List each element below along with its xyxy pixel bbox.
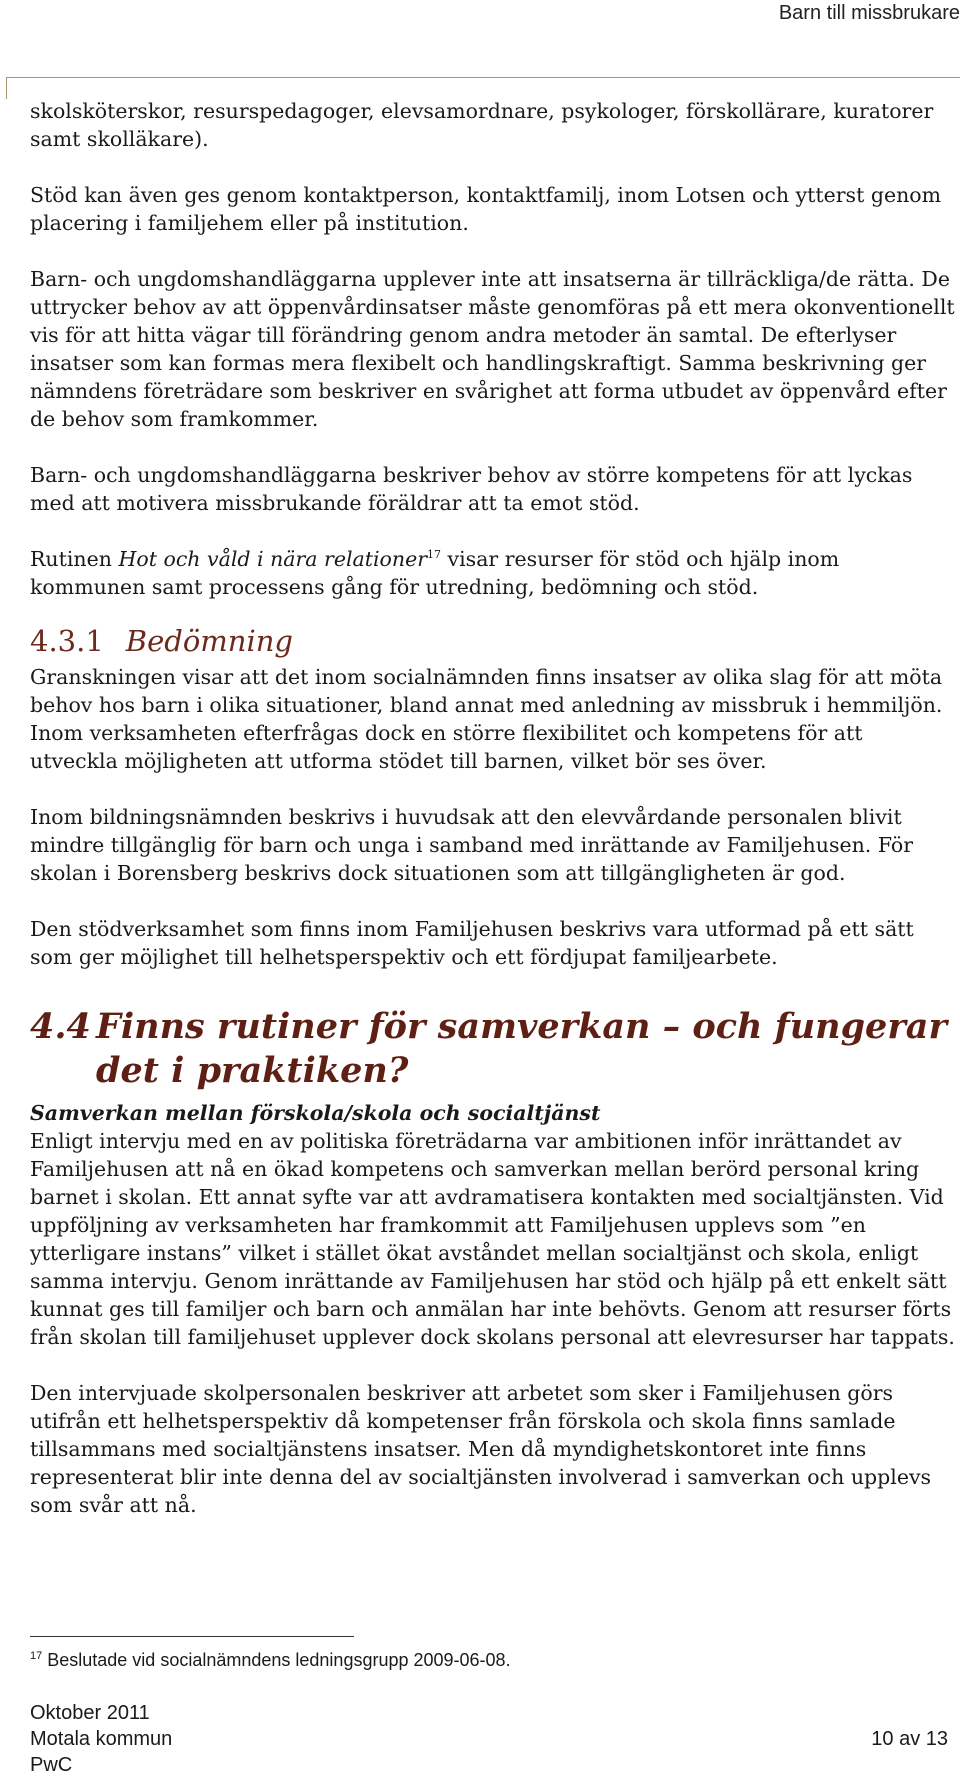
paragraph: Barn- och ungdomshandläggarna beskriver behov av större kompetens för att lyckas med att motivera missbrukande föräldrar att ta emot stöd. [30,463,913,515]
footnote-number: 17 [30,1650,43,1662]
section-title: Finns rutiner för samverkan – och fungerar det i praktiken? [96,1006,947,1091]
footnote [30,1644,511,1672]
footer-company: PwC [30,1754,73,1776]
routine-text-pre: Rutinen [30,547,119,571]
footer-organization: Motala kommun [30,1728,173,1750]
section-number: 4.4 [30,1006,91,1047]
footnote-reference[interactable]: 17 [427,548,442,562]
subheading: Samverkan mellan förskola/skola och socialtjänst [30,1101,601,1125]
footnote-divider [30,1636,354,1637]
paragraph: Den stödverksamhet som finns inom Familjehusen beskrivs vara utformad på ett sätt som ger möjlighet till helhetsperspektiv och ett fördjupat familjearbete. [30,917,914,969]
header-rule [6,77,960,78]
page-number: 10 av 13 [871,1728,948,1750]
section-number: 4.3.1 [30,624,104,658]
routine-title: Hot och våld i nära relationer [118,547,428,571]
page-body [30,97,956,1519]
header-rule-corner [6,77,7,99]
paragraph: skolsköterskor, resurspedagoger, elevsamordnare, psykologer, förskollärare, kuratorer samt skolläkare). [30,99,934,151]
paragraph: Barn- och ungdomshandläggarna upplever inte att insatserna är tillräckliga/de rätta. De uttrycker behov av att öppenvårdinsatser måste genomföras på ett mera okonventionellt vis för att hitta vägar till förändring genom andra metoder än samtal. De efterlyser insatser som kan formas mera flexibelt och handlingskraftigt. Samma beskrivning ger nämndens företrädare som beskriver en svårighet att forma utbudet av öppenvård efter de behov som framkommer. [30,267,955,431]
paragraph: Den intervjuade skolpersonalen beskriver att arbetet som sker i Familjehusen görs utifrån ett helhetsperspektiv då kompetenser från förskola och skola finns samlade tillsammans med socialtjänstens insatser. Men då myndighetskontoret inte finns representerat blir inte denna del av socialtjänsten involverad i samverkan och upplevs som svår att nå. [30,1381,932,1517]
section-title: Bedömning [125,624,293,658]
page-footer [30,1700,948,1778]
footnote-text: Beslutade vid socialnämndens ledningsgrupp 2009-06-08. [42,1650,511,1670]
section-heading-4-4 [30,1005,956,1093]
paragraph-routine [30,545,956,601]
section-heading-4-3-1 [30,623,956,659]
paragraph: Stöd kan även ges genom kontaktperson, kontaktfamilj, inom Lotsen och ytterst genom placering i familjehem eller på institution. [30,183,942,235]
footer-date: Oktober 2011 [30,1702,150,1724]
running-header [0,0,960,34]
routine-text-post: visar resurser för stöd och hjälp inom kommunen samt processens gång för utredning, bedömning och stöd. [30,547,840,599]
paragraph: Granskningen visar att det inom socialnämnden finns insatser av olika slag för att möta behov hos barn i olika situationer, bland annat med anledning av missbruk i hemmiljön. Inom verksamheten efterfrågas dock en större flexibilitet och kompetens för att utveckla möjligheten att utforma stödet till barnen, vilket bör ses över. [30,665,943,773]
header-title: Barn till missbrukare [778,2,960,24]
paragraph: Inom bildningsnämnden beskrivs i huvudsak att den elevvårdande personalen blivit mindre tillgänglig för barn och unga i samband med inrättande av Familjehusen. För skolan i Borensberg beskrivs dock situationen som att tillgängligheten är god. [30,805,914,885]
paragraph: Enligt intervju med en av politiska företrädarna var ambitionen inför inrättandet av Familjehusen att nå en ökad kompetens och samverkan mellan berörd personal kring barnet i skolan. Ett annat syfte var att avdramatisera kontakten med socialtjänsten. Vid uppföljning av verksamheten har framkommit att Familjehusen upplevs som ”en ytterligare instans” vilket i stället ökat avståndet mellan socialtjänst och skola, enligt samma intervju. Genom inrättande av Familjehusen har stöd och hjälp på ett enkelt sätt kunnat ges till familjer och barn och anmälan har inte behövts. Genom att resurser förts från skolan till familjehuset upplever dock skolans personal att elevresurser har tappats. [30,1129,955,1349]
